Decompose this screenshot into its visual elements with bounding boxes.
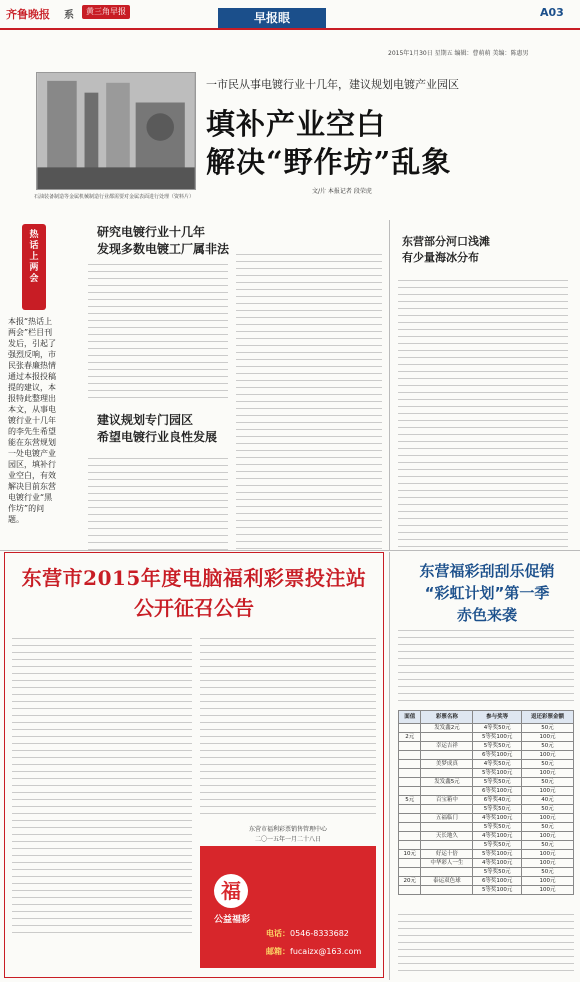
prize-table-header-cell: 面值 bbox=[399, 711, 421, 724]
promo-title-3: 赤色来袭 bbox=[456, 606, 517, 624]
factory-photo bbox=[36, 72, 196, 190]
prize-table-cell-name: 美梦成真 bbox=[421, 760, 473, 769]
notice-signature-date: 二〇一五年一月二十八日 bbox=[254, 836, 321, 843]
prize-table-cell-award: 5等奖50元 bbox=[473, 823, 521, 832]
prize-table-cell-award: 5等奖100元 bbox=[473, 769, 521, 778]
prize-table-cell-refund: 40元 bbox=[521, 796, 573, 805]
side-headline-line-2: 有少量海冰分布 bbox=[402, 251, 479, 264]
side-headline-line-1: 东营部分河口浅滩 bbox=[402, 235, 490, 248]
prize-table-cell-refund: 100元 bbox=[521, 877, 573, 886]
prize-table-cell-face bbox=[399, 805, 421, 814]
prize-table-cell-face bbox=[399, 814, 421, 823]
prize-table-cell-name bbox=[421, 751, 473, 760]
prize-table-row bbox=[399, 805, 574, 814]
promo-title-1: 东营福彩刮刮乐促销 bbox=[419, 562, 555, 580]
prize-table-cell-award: 5等奖50元 bbox=[473, 805, 521, 814]
prize-table-cell-award: 5等奖100元 bbox=[473, 886, 521, 895]
prize-table-row bbox=[399, 823, 574, 832]
prize-table-cell-face bbox=[399, 832, 421, 841]
prize-table-cell-name bbox=[421, 886, 473, 895]
prize-table-cell-name: 好运十倍 bbox=[421, 850, 473, 859]
article-body-block bbox=[236, 254, 382, 550]
prize-table-row bbox=[399, 778, 574, 787]
prize-table-cell-refund: 100元 bbox=[521, 859, 573, 868]
prize-table-cell-refund: 50元 bbox=[521, 724, 573, 733]
column-tag-label: 热话上两会 bbox=[29, 230, 39, 284]
column-divider bbox=[389, 220, 390, 550]
prize-table-row bbox=[399, 877, 574, 886]
column-tag bbox=[22, 224, 46, 310]
prize-table-cell-name bbox=[421, 805, 473, 814]
subhead-1-line-2: 发现多数电镀工厂属非法 bbox=[97, 242, 230, 256]
prize-table-cell-face bbox=[399, 886, 421, 895]
prize-table-cell-name bbox=[421, 787, 473, 796]
prize-table-cell-refund: 50元 bbox=[521, 823, 573, 832]
prize-table-cell-face bbox=[399, 859, 421, 868]
prize-table-cell-name bbox=[421, 733, 473, 742]
dateline: 2015年1月30日 星期五 编辑：曹萌萌 美编：陈惠男 bbox=[388, 50, 529, 57]
ad-logo-text: 公益福彩 bbox=[213, 915, 250, 925]
edition-tag: 黄三角早报 bbox=[82, 5, 130, 19]
prize-table-cell-name bbox=[421, 841, 473, 850]
promo-title-2: “彩虹计划”第一季 bbox=[424, 584, 550, 602]
prize-table bbox=[398, 710, 574, 895]
prize-table-cell-award: 4等奖50元 bbox=[473, 724, 521, 733]
prize-table-row bbox=[399, 751, 574, 760]
prize-table-cell-refund: 50元 bbox=[521, 868, 573, 877]
prize-table-header bbox=[399, 711, 574, 724]
prize-table-header-cell: 彩票名称 bbox=[421, 711, 473, 724]
prize-table-cell-award: 6等奖100元 bbox=[473, 877, 521, 886]
prize-table-cell-refund: 50元 bbox=[521, 805, 573, 814]
lottery-notice-body bbox=[200, 638, 376, 820]
prize-table-row bbox=[399, 769, 574, 778]
prize-table-cell-face: 10元 bbox=[399, 850, 421, 859]
welfare-lottery-logo-icon: 福 bbox=[214, 874, 248, 908]
prize-table-cell-refund: 100元 bbox=[521, 787, 573, 796]
ad-mail-address: fucaizx@163.com bbox=[290, 947, 362, 956]
prize-table-cell-award: 4等奖50元 bbox=[473, 760, 521, 769]
prize-table-cell-refund: 50元 bbox=[521, 742, 573, 751]
prize-table-row bbox=[399, 733, 574, 742]
prize-table-cell-award: 6等奖100元 bbox=[473, 751, 521, 760]
prize-table-cell-name: 中华彩人一生 bbox=[421, 859, 473, 868]
notice-signature-org: 东营市福利彩票销售管理中心 bbox=[248, 826, 327, 833]
newspaper-logo: 齐鲁晚报 bbox=[6, 8, 50, 21]
article-body-block bbox=[88, 264, 228, 404]
prize-table-cell-name: 发发鑫2元 bbox=[421, 724, 473, 733]
subhead-2 bbox=[97, 412, 217, 446]
factory-photo-image bbox=[37, 73, 195, 189]
prize-table-cell-face bbox=[399, 841, 421, 850]
prize-table-cell-face bbox=[399, 868, 421, 877]
photo-caption: 石油装备制造等金属机械制造行业都需要对金属表面进行处理（资料片） bbox=[34, 194, 195, 200]
prize-table-cell-face bbox=[399, 742, 421, 751]
prize-table-row bbox=[399, 886, 574, 895]
prize-table-cell-face bbox=[399, 769, 421, 778]
ad-phone-number: 0546-8333682 bbox=[290, 929, 349, 938]
lottery-notice-title-1: 东营市2015年度电脑福利彩票投注站 bbox=[21, 566, 367, 590]
promo-outro-text bbox=[398, 914, 574, 972]
prize-table-cell-award: 4等奖100元 bbox=[473, 832, 521, 841]
prize-table-cell-refund: 100元 bbox=[521, 814, 573, 823]
prize-table-cell-face: 2元 bbox=[399, 733, 421, 742]
column-intro: 本报“热话上两会”栏目刊发后，引起了强烈反响，市民张春廉热情通过本报投稿提的建议，本报特此整理出本文，从事电镀行业十几年的李先生希望能在东营规划一处电镀产业园区，填补行业空白，有效解决目前东营电镀行业“黑作坊”的问题。 bbox=[8, 317, 56, 524]
prize-table-cell-refund: 100元 bbox=[521, 886, 573, 895]
page-number: A03 bbox=[540, 6, 564, 19]
prize-table-row bbox=[399, 796, 574, 805]
prize-table-header-cell: 返还彩票金额 bbox=[521, 711, 573, 724]
section-title: 早报眼 bbox=[218, 8, 326, 28]
headline-kicker: 一市民从事电镀行业十几年，建议规划电镀产业园区 bbox=[206, 78, 459, 91]
prize-table-cell-refund: 100元 bbox=[521, 751, 573, 760]
prize-table-cell-refund: 50元 bbox=[521, 778, 573, 787]
ad-mail bbox=[266, 946, 361, 957]
prize-table-cell-name: 发发鑫5元 bbox=[421, 778, 473, 787]
prize-table-cell-refund: 100元 bbox=[521, 733, 573, 742]
prize-table-cell-face bbox=[399, 778, 421, 787]
prize-table-cell-name bbox=[421, 868, 473, 877]
logo-suffix: 系 bbox=[64, 10, 74, 21]
prize-table-cell-name: 幸运吉祥 bbox=[421, 742, 473, 751]
prize-table-cell-refund: 50元 bbox=[521, 760, 573, 769]
side-article-headline bbox=[402, 234, 490, 266]
prize-table-row bbox=[399, 868, 574, 877]
prize-table-cell-name: 五福临门 bbox=[421, 814, 473, 823]
ad-phone bbox=[266, 928, 349, 939]
prize-table-cell-refund: 100元 bbox=[521, 832, 573, 841]
lottery-notice-body bbox=[12, 638, 192, 936]
side-article-body bbox=[398, 280, 568, 550]
prize-table-cell-refund: 100元 bbox=[521, 769, 573, 778]
promo-intro-text bbox=[398, 630, 574, 706]
prize-table-row bbox=[399, 850, 574, 859]
prize-table-cell-award: 5等奖50元 bbox=[473, 868, 521, 877]
prize-table-row bbox=[399, 814, 574, 823]
prize-table-cell-face bbox=[399, 760, 421, 769]
prize-table-cell-name: 百宝箱中 bbox=[421, 796, 473, 805]
prize-table-cell-award: 6等奖40元 bbox=[473, 796, 521, 805]
prize-table-cell-award: 5等奖100元 bbox=[473, 850, 521, 859]
prize-table-cell-name bbox=[421, 769, 473, 778]
prize-table-cell-face: 5元 bbox=[399, 796, 421, 805]
prize-table-cell-refund: 50元 bbox=[521, 841, 573, 850]
subhead-2-line-2: 希望电镀行业良性发展 bbox=[97, 430, 218, 444]
article-body-block bbox=[88, 458, 228, 550]
prize-table-cell-face bbox=[399, 787, 421, 796]
ad-phone-label: 电话： bbox=[266, 929, 290, 938]
prize-table-cell-award: 5等奖100元 bbox=[473, 733, 521, 742]
byline: 文/片 本报记者 段荣虎 bbox=[312, 188, 372, 195]
subhead-1-line-1: 研究电镀行业十几年 bbox=[97, 225, 206, 239]
prize-table-cell-name: 泰运双色球 bbox=[421, 877, 473, 886]
ad-mail-label: 邮箱： bbox=[266, 947, 290, 956]
prize-table-cell-face: 20元 bbox=[399, 877, 421, 886]
prize-table-cell-face bbox=[399, 823, 421, 832]
prize-table-row bbox=[399, 787, 574, 796]
prize-table-row bbox=[399, 742, 574, 751]
lottery-notice-title-2: 公开征召公告 bbox=[134, 596, 254, 620]
prize-table-cell-face bbox=[399, 724, 421, 733]
prize-table-cell-award: 6等奖100元 bbox=[473, 787, 521, 796]
prize-table-cell-name bbox=[421, 823, 473, 832]
subhead-2-line-1: 建议规划专门园区 bbox=[97, 413, 194, 427]
headline-line-1: 填补产业空白 bbox=[206, 107, 387, 141]
prize-table-row bbox=[399, 832, 574, 841]
prize-table-cell-name: 天长地久 bbox=[421, 832, 473, 841]
prize-table-cell-award: 5等奖50元 bbox=[473, 742, 521, 751]
subhead-1 bbox=[97, 224, 229, 258]
prize-table-cell-award: 4等奖100元 bbox=[473, 859, 521, 868]
prize-table-row bbox=[399, 841, 574, 850]
column-divider bbox=[389, 552, 390, 980]
prize-table-cell-award: 5等奖50元 bbox=[473, 841, 521, 850]
prize-table-header-cell: 参与奖等 bbox=[473, 711, 521, 724]
prize-table-row bbox=[399, 724, 574, 733]
prize-table-cell-face bbox=[399, 751, 421, 760]
prize-table-cell-refund: 100元 bbox=[521, 850, 573, 859]
prize-table-row bbox=[399, 760, 574, 769]
section-divider bbox=[0, 550, 580, 551]
prize-table-row bbox=[399, 859, 574, 868]
prize-table-cell-award: 4等奖100元 bbox=[473, 814, 521, 823]
welfare-lottery-ad bbox=[200, 846, 376, 968]
prize-table-cell-award: 5等奖50元 bbox=[473, 778, 521, 787]
headline-line-2: 解决“野作坊”乱象 bbox=[206, 145, 452, 179]
